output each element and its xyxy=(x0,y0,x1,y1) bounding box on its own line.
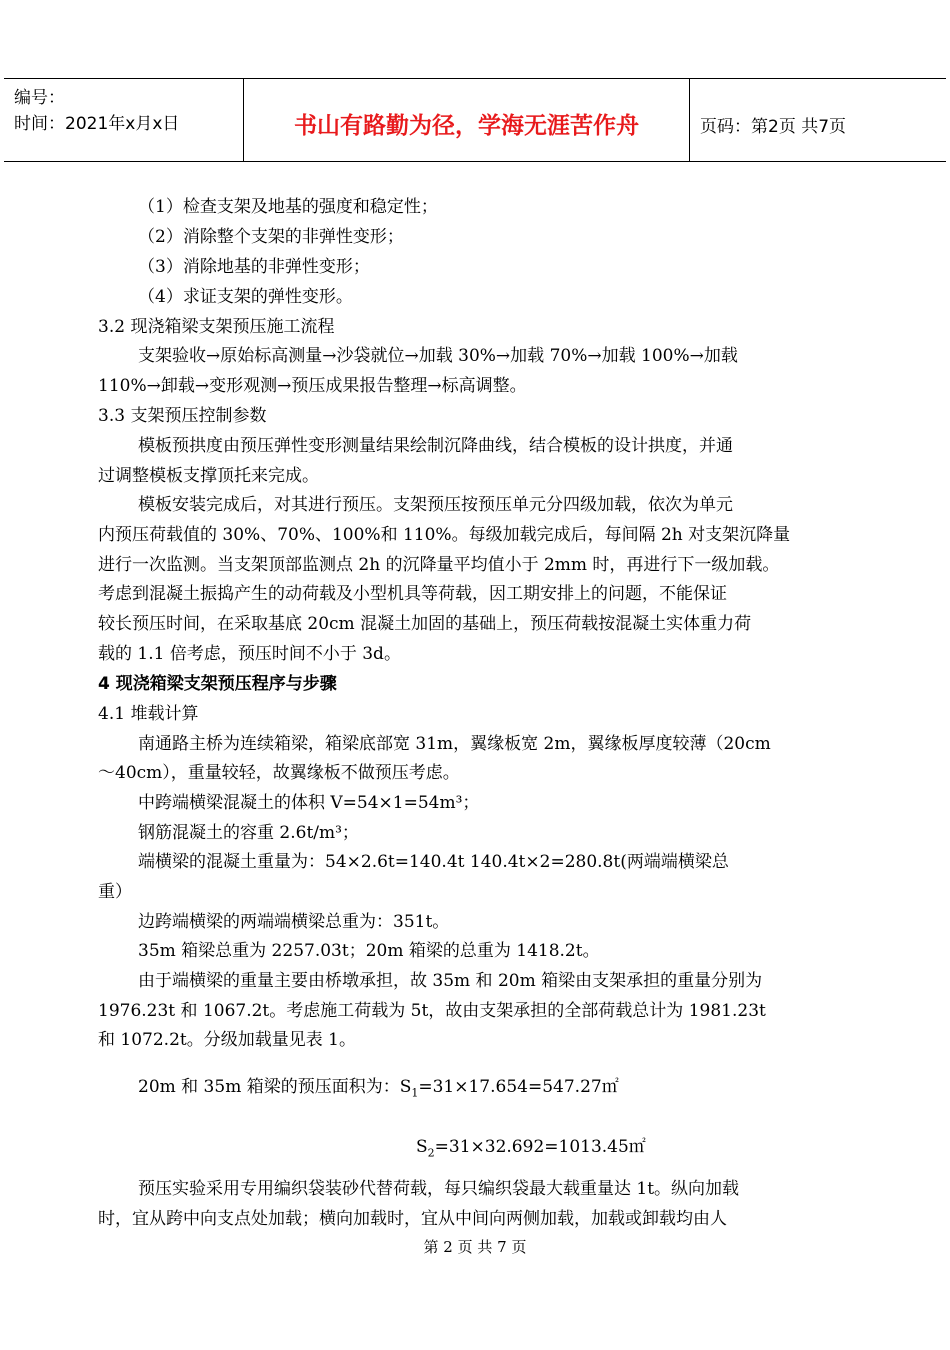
section-heading-3-2: 3.2 现浇箱梁支架预压施工流程 xyxy=(98,317,335,337)
formula-suffix: =31×17.654=547.27㎡ xyxy=(418,1077,619,1097)
section-heading-3-3: 3.3 支架预压控制参数 xyxy=(98,406,267,426)
paragraph-line: 端横梁的混凝土重量为：54×2.6t=140.4t 140.4t×2=280.8t(两端端横梁总 xyxy=(138,852,729,872)
list-item-2: （2）消除整个支架的非弹性变形； xyxy=(138,227,404,247)
paragraph-line: 1976.23t 和 1067.2t。考虑施工荷载为 5t，故由支架承担的全部荷载总计为 1981.23t xyxy=(98,1001,766,1021)
paragraph-line: 南通路主桥为连续箱梁，箱梁底部宽 31m，翼缘板宽 2m，翼缘板厚度较薄（20cm xyxy=(138,734,771,754)
paragraph-line: ～40cm），重量较轻，故翼缘板不做预压考虑。 xyxy=(98,763,460,783)
formula-prefix: 20m 和 35m 箱梁的预压面积为：S xyxy=(138,1077,412,1097)
paragraph-line: 支架验收→原始标高测量→沙袋就位→加载 30%→加载 70%→加载 100%→加载 xyxy=(138,346,738,366)
header-meta-cell xyxy=(4,79,244,161)
paragraph-line: 模板安装完成后，对其进行预压。支架预压按预压单元分四级加载，依次为单元 xyxy=(138,495,733,515)
area-formula-1 xyxy=(138,1077,619,1103)
paragraph-line: 较长预压时间，在采取基底 20cm 混凝土加固的基础上，预压荷载按混凝土实体重力荷 xyxy=(98,614,752,634)
list-item-1: （1）检查支架及地基的强度和稳定性； xyxy=(138,197,438,217)
page-footer: 第 2 页 共 7 页 xyxy=(423,1238,527,1256)
paragraph-line: 内预压荷载值的 30%、70%、100%和 110%。每级加载完成后，每间隔 2h 对支架沉降量 xyxy=(98,525,791,545)
motto-text: 书山有路勤为径，学海无涯苦作舟 xyxy=(294,113,639,139)
section-heading-4: 4 现浇箱梁支架预压程序与步骤 xyxy=(98,674,337,694)
paragraph-line: 中跨端横梁混凝土的体积 V=54×1=54m³； xyxy=(138,793,480,813)
paragraph-line: 预压实验采用专用编织袋装砂代替荷载，每只编织袋最大载重量达 1t。纵向加载 xyxy=(138,1179,740,1199)
page-code: 页码：第2页 共7页 xyxy=(700,117,847,137)
paragraph-line: 重） xyxy=(98,882,132,902)
area-formula-2 xyxy=(416,1137,646,1163)
paragraph-line: 35m 箱梁总重为 2257.03t；20m 箱梁的总重为 1418.2t。 xyxy=(138,941,600,961)
list-item-3: （3）消除地基的非弹性变形； xyxy=(138,257,370,277)
formula-prefix: S xyxy=(416,1137,428,1157)
formula-subscript: 2 xyxy=(427,1146,435,1160)
paragraph-line: 时，宜从跨中向支点处加载；横向加载时，宜从中间向两侧加载，加载或卸载均由人 xyxy=(98,1209,727,1229)
paragraph-line: 钢筋混凝土的容重 2.6t/m³； xyxy=(138,823,359,843)
paragraph-line: 由于端横梁的重量主要由桥墩承担，故 35m 和 20m 箱梁由支架承担的重量分别为 xyxy=(138,971,763,991)
list-item-4: （4）求证支架的弹性变形。 xyxy=(138,287,353,307)
header-motto-cell xyxy=(244,79,690,161)
page-header xyxy=(4,78,946,162)
section-heading-4-1: 4.1 堆载计算 xyxy=(98,704,199,724)
paragraph-line: 载的 1.1 倍考虑，预压时间不小于 3d。 xyxy=(98,644,401,664)
header-page-cell xyxy=(690,79,946,161)
paragraph-line: 进行一次监测。当支架顶部监测点 2h 的沉降量平均值小于 2mm 时，再进行下一级加载。 xyxy=(98,555,780,575)
paragraph-line: 过调整模板支撑顶托来完成。 xyxy=(98,466,319,486)
code-label: 编号： xyxy=(14,88,65,108)
time-label: 时间：2021年x月x日 xyxy=(14,114,180,134)
paragraph-line: 110%→卸载→变形观测→预压成果报告整理→标高调整。 xyxy=(98,376,527,396)
paragraph-line: 考虑到混凝土振捣产生的动荷载及小型机具等荷载，因工期安排上的问题，不能保证 xyxy=(98,584,727,604)
formula-suffix: =31×32.692=1013.45㎡ xyxy=(434,1137,646,1157)
paragraph-line: 模板预拱度由预压弹性变形测量结果绘制沉降曲线，结合模板的设计拱度，并通 xyxy=(138,436,733,456)
formula-subscript: 1 xyxy=(411,1086,419,1100)
paragraph-line: 和 1072.2t。分级加载量见表 1。 xyxy=(98,1030,356,1050)
paragraph-line: 边跨端横梁的两端端横梁总重为：351t。 xyxy=(138,912,450,932)
